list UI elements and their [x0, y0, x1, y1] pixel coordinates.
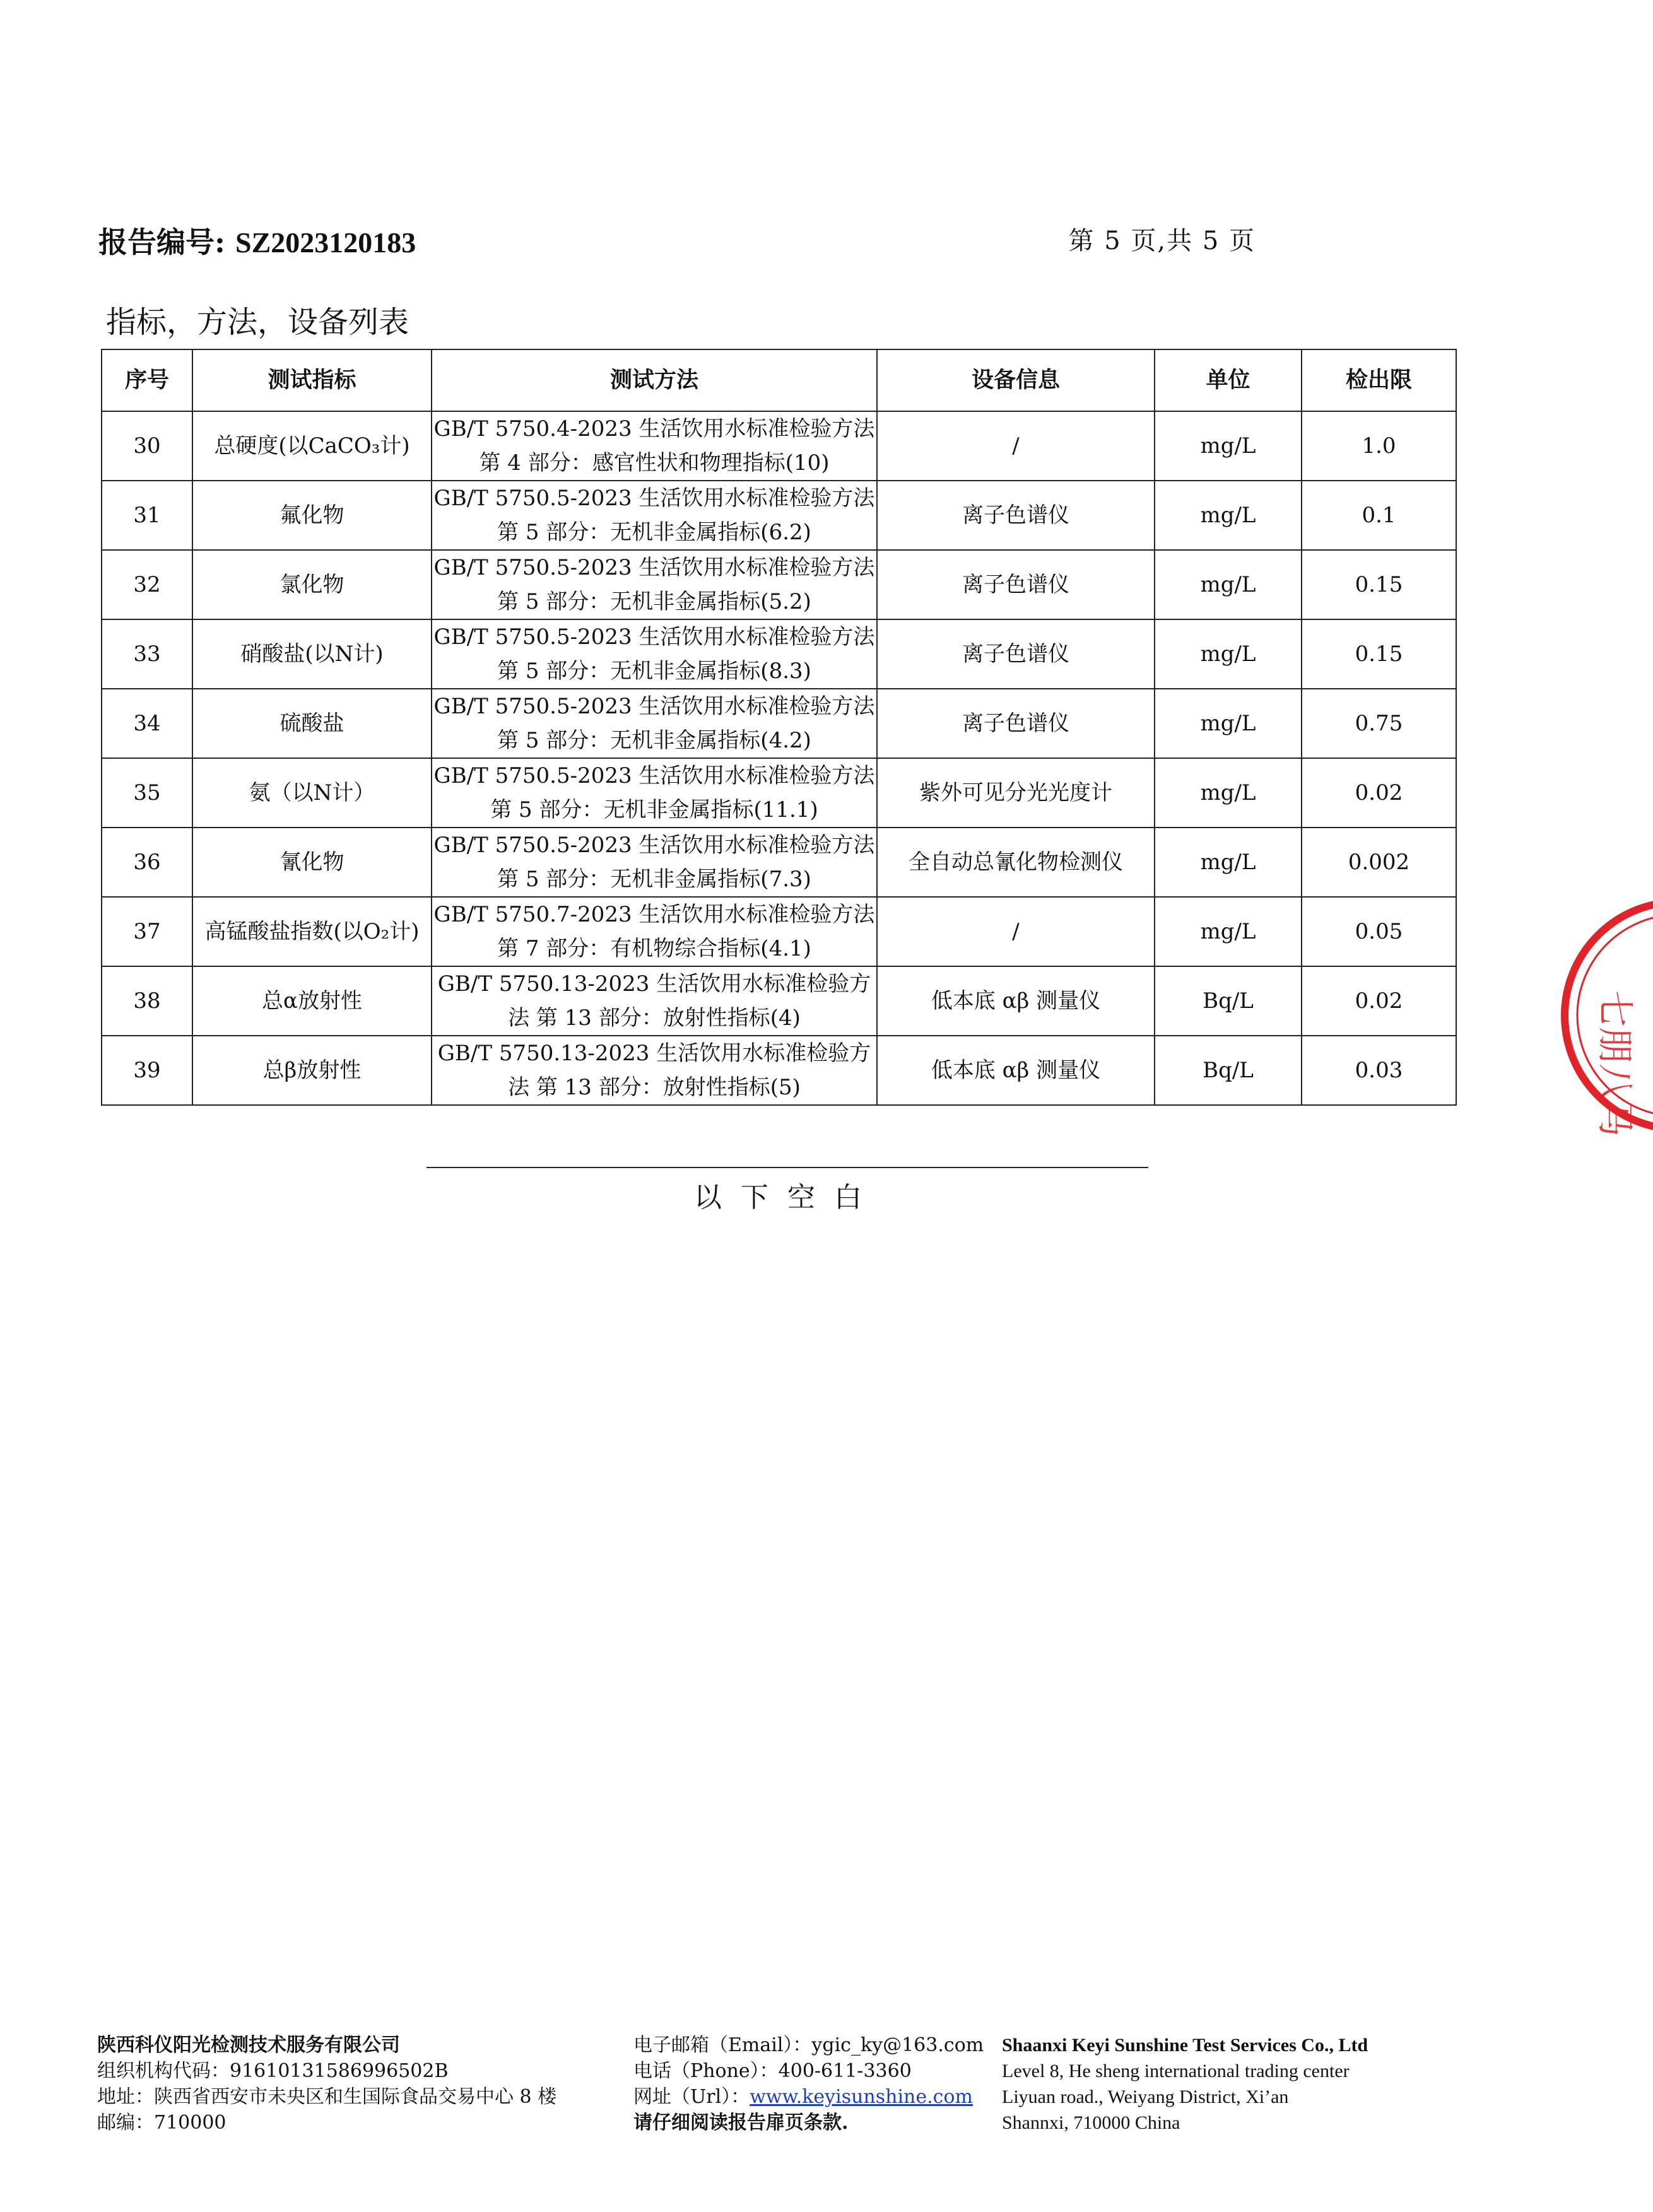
table-row [102, 897, 1456, 966]
cell-method [432, 689, 877, 758]
methods-table [101, 349, 1457, 1106]
footer-phone: 电话（Phone）：400-611-3360 [633, 2060, 912, 2082]
cell-no: 38 [102, 966, 192, 1036]
footer-notice: 请仔细阅读报告扉页条款. [633, 2112, 849, 2134]
cell-no: 37 [102, 897, 192, 966]
method-line-1: GB/T 5750.5-2023 生活饮用水标准检验方法 [433, 555, 875, 580]
cell-item: 高锰酸盐指数(以O₂计) [192, 897, 432, 966]
cell-method [432, 550, 877, 619]
cell-unit: mg/L [1155, 619, 1302, 689]
cell-unit: mg/L [1155, 481, 1302, 550]
method-line-2: 第 5 部分：无机非金属指标(6.2) [497, 520, 811, 545]
method-line-1: GB/T 5750.5-2023 生活饮用水标准检验方法 [433, 624, 875, 650]
cell-no: 35 [102, 758, 192, 828]
col-header-method: 测试方法 [432, 349, 877, 411]
method-line-1: GB/T 5750.5-2023 生活饮用水标准检验方法 [433, 763, 875, 788]
col-header-item: 测试指标 [192, 349, 432, 411]
cell-unit: Bq/L [1155, 966, 1302, 1036]
cell-method [432, 897, 877, 966]
cell-method [432, 966, 877, 1036]
cell-equipment: 离子色谱仪 [877, 619, 1155, 689]
cell-limit: 0.02 [1302, 966, 1456, 1036]
cell-unit: Bq/L [1155, 1036, 1302, 1105]
cell-unit: mg/L [1155, 550, 1302, 619]
cell-limit: 0.02 [1302, 758, 1456, 828]
cell-item: 氰化物 [192, 828, 432, 897]
report-number-label: 报告编号: [98, 225, 225, 259]
table-header-row [102, 349, 1456, 411]
cell-item: 硝酸盐(以N计) [192, 619, 432, 689]
cell-item: 总硬度(以CaCO₃计) [192, 411, 432, 481]
cell-unit: mg/L [1155, 897, 1302, 966]
report-number [98, 219, 416, 261]
method-line-1: GB/T 5750.13-2023 生活饮用水标准检验方 [437, 1041, 871, 1066]
col-header-limit: 检出限 [1302, 349, 1456, 411]
method-line-2: 第 5 部分：无机非金属指标(5.2) [497, 589, 811, 614]
cell-no: 36 [102, 828, 192, 897]
cell-item: 硫酸盐 [192, 689, 432, 758]
method-line-2: 第 7 部分：有机物综合指标(4.1) [497, 936, 811, 961]
cell-item: 氨（以N计） [192, 758, 432, 828]
end-divider [426, 1167, 1148, 1168]
footer-english-info [1002, 2032, 1368, 2136]
footer-company-info [97, 2032, 556, 2136]
method-line-2: 第 5 部分：无机非金属指标(4.2) [497, 728, 811, 753]
footer-org-code: 组织机构代码：91610131586996502B [97, 2060, 449, 2082]
cell-unit: mg/L [1155, 689, 1302, 758]
cell-equipment: / [877, 897, 1155, 966]
cell-limit: 0.03 [1302, 1036, 1456, 1105]
cell-item: 氯化物 [192, 550, 432, 619]
cell-equipment: 全自动总氰化物检测仪 [877, 828, 1155, 897]
cell-no: 30 [102, 411, 192, 481]
cell-method [432, 828, 877, 897]
col-header-unit: 单位 [1155, 349, 1302, 411]
footer-address-en-2: Liyuan road., Weiyang District, Xi’an [1002, 2086, 1289, 2107]
method-line-2: 第 5 部分：无机非金属指标(8.3) [497, 658, 811, 684]
cell-method [432, 481, 877, 550]
cell-method [432, 758, 877, 828]
method-line-1: GB/T 5750.4-2023 生活饮用水标准检验方法 [433, 416, 875, 442]
cell-equipment: 紫外可见分光光度计 [877, 758, 1155, 828]
cell-equipment: 离子色谱仪 [877, 550, 1155, 619]
section-title: 指标，方法，设备列表 [106, 305, 409, 340]
footer-company-name: 陕西科仪阳光检测技术服务有限公司 [97, 2034, 400, 2056]
method-line-2: 第 5 部分：无机非金属指标(11.1) [490, 797, 818, 822]
footer-url-line [633, 2084, 984, 2110]
table-row [102, 966, 1456, 1036]
cell-no: 34 [102, 689, 192, 758]
svg-text:七朋八马: 七朋八马 [1594, 990, 1637, 1137]
col-header-equipment: 设备信息 [877, 349, 1155, 411]
method-line-1: GB/T 5750.7-2023 生活饮用水标准检验方法 [433, 902, 875, 927]
cell-limit: 0.05 [1302, 897, 1456, 966]
footer-postcode: 邮编：710000 [97, 2112, 226, 2134]
cell-method [432, 411, 877, 481]
table-row [102, 1036, 1456, 1105]
footer-contact-info [633, 2032, 984, 2136]
cell-method [432, 1036, 877, 1105]
table-row [102, 411, 1456, 481]
footer-website-link[interactable]: www.keyisunshine.com [750, 2086, 973, 2108]
method-line-1: GB/T 5750.5-2023 生活饮用水标准检验方法 [433, 833, 875, 858]
page-indicator: 第 5 页,共 5 页 [1068, 226, 1256, 255]
cell-method [432, 619, 877, 689]
table-row [102, 619, 1456, 689]
table-row [102, 758, 1456, 828]
cell-limit: 0.15 [1302, 550, 1456, 619]
cell-no: 32 [102, 550, 192, 619]
cell-item: 总α放射性 [192, 966, 432, 1036]
cell-equipment: 低本底 αβ 测量仪 [877, 1036, 1155, 1105]
method-line-2: 法 第 13 部分：放射性指标(4) [508, 1005, 801, 1031]
method-line-1: GB/T 5750.13-2023 生活饮用水标准检验方 [437, 971, 871, 997]
cell-no: 33 [102, 619, 192, 689]
table-row [102, 550, 1456, 619]
cell-unit: mg/L [1155, 758, 1302, 828]
method-line-2: 第 4 部分：感官性状和物理指标(10) [479, 450, 830, 476]
cell-unit: mg/L [1155, 411, 1302, 481]
method-line-1: GB/T 5750.5-2023 生活饮用水标准检验方法 [433, 486, 875, 511]
end-note: 以下空白 [694, 1181, 881, 1214]
cell-limit: 0.15 [1302, 619, 1456, 689]
table-row [102, 689, 1456, 758]
cell-limit: 1.0 [1302, 411, 1456, 481]
footer-address-en-3: Shannxi, 710000 China [1002, 2112, 1180, 2133]
footer-url-label: 网址（Url）： [633, 2086, 750, 2108]
method-line-2: 法 第 13 部分：放射性指标(5) [508, 1075, 801, 1100]
cell-item: 氟化物 [192, 481, 432, 550]
footer-address-en-1: Level 8, He sheng international trading center [1002, 2061, 1350, 2081]
cell-equipment: 低本底 αβ 测量仪 [877, 966, 1155, 1036]
method-line-1: GB/T 5750.5-2023 生活饮用水标准检验方法 [433, 694, 875, 719]
method-line-2: 第 5 部分：无机非金属指标(7.3) [497, 867, 811, 892]
footer-email: 电子邮箱（Email）：ygic_ky@163.com [633, 2034, 984, 2056]
cell-limit: 0.002 [1302, 828, 1456, 897]
cell-unit: mg/L [1155, 828, 1302, 897]
report-number-value: SZ2023120183 [235, 226, 416, 259]
cell-no: 39 [102, 1036, 192, 1105]
footer-address: 地址：陕西省西安市未央区和生国际食品交易中心 8 楼 [97, 2086, 557, 2108]
cell-equipment: / [877, 411, 1155, 481]
footer-company-name-en: Shaanxi Keyi Sunshine Test Services Co., Ltd [1002, 2035, 1368, 2056]
official-seal-stamp [1502, 896, 1653, 1135]
cell-equipment: 离子色谱仪 [877, 481, 1155, 550]
col-header-no: 序号 [102, 349, 192, 411]
table-row [102, 481, 1456, 550]
cell-item: 总β放射性 [192, 1036, 432, 1105]
cell-limit: 0.75 [1302, 689, 1456, 758]
cell-limit: 0.1 [1302, 481, 1456, 550]
table-row [102, 828, 1456, 897]
cell-no: 31 [102, 481, 192, 550]
cell-equipment: 离子色谱仪 [877, 689, 1155, 758]
